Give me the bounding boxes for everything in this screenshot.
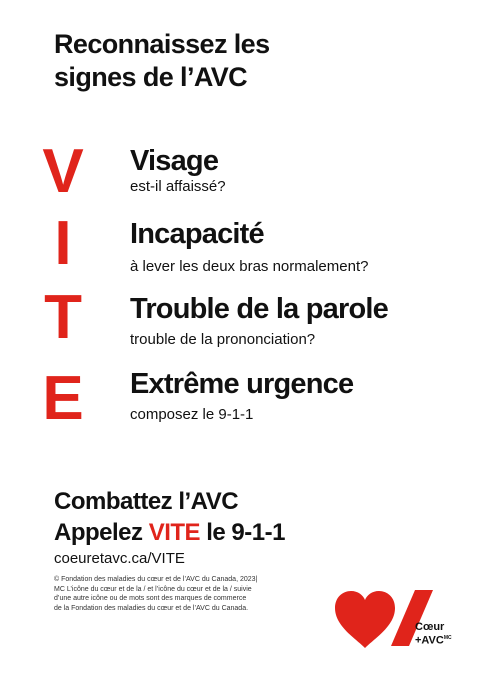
- title-line-2: signes de l’AVC: [54, 62, 248, 92]
- legal-line-1: © Fondation des maladies du cœur et de l’AVC du Canada, 2023|: [54, 576, 258, 583]
- cta-line-1: Combattez l’AVC: [54, 488, 239, 515]
- sign-heading-visage: Visage: [130, 145, 219, 177]
- acronym-letter-i: I: [54, 209, 72, 278]
- logo-line-2-text: +AVC: [415, 634, 444, 647]
- logo-wordmark: [415, 622, 452, 647]
- cta-line-2-after: le 9-1-1: [200, 519, 285, 546]
- sign-subtext-visage: est-il affaissé?: [130, 178, 226, 195]
- cta-line-2-before: Appelez: [54, 519, 149, 546]
- sign-subtext-trouble-parole: trouble de la prononciation?: [130, 331, 316, 348]
- sign-subtext-incapacite: à lever les deux bras normalement?: [130, 258, 369, 275]
- logo-line-1: Cœur: [415, 621, 445, 633]
- sign-heading-incapacite: Incapacité: [130, 218, 264, 250]
- cta-line-2: [54, 518, 285, 548]
- legal-line-4: de la Fondation des maladies du cœur et de l’AVC du Canada.: [54, 604, 249, 612]
- website-link[interactable]: coeuretavc.ca/VITE: [54, 550, 185, 567]
- acronym-letter-e: E: [42, 364, 84, 433]
- sign-heading-trouble-parole: Trouble de la parole: [130, 293, 388, 325]
- sign-subtext-extreme-urgence: composez le 9-1-1: [130, 406, 254, 423]
- page-title: [54, 28, 270, 94]
- sign-heading-extreme-urgence: Extrême urgence: [130, 368, 354, 400]
- legal-line-2: MC L’icône du cœur et de la / et l’icône du cœur et de la / suivie: [54, 585, 252, 593]
- logo-line-2: [415, 633, 452, 647]
- acronym-letter-v: V: [42, 137, 84, 206]
- acronym-letter-t: T: [44, 283, 82, 352]
- cta-vite-accent: VITE: [148, 519, 201, 546]
- logo-trademark-mark: MC: [443, 635, 452, 641]
- legal-line-3: d’une autre icône ou de mots sont des marques de commerce: [54, 595, 247, 602]
- legal-notice: [54, 575, 294, 613]
- title-line-1: Reconnaissez les: [54, 29, 270, 59]
